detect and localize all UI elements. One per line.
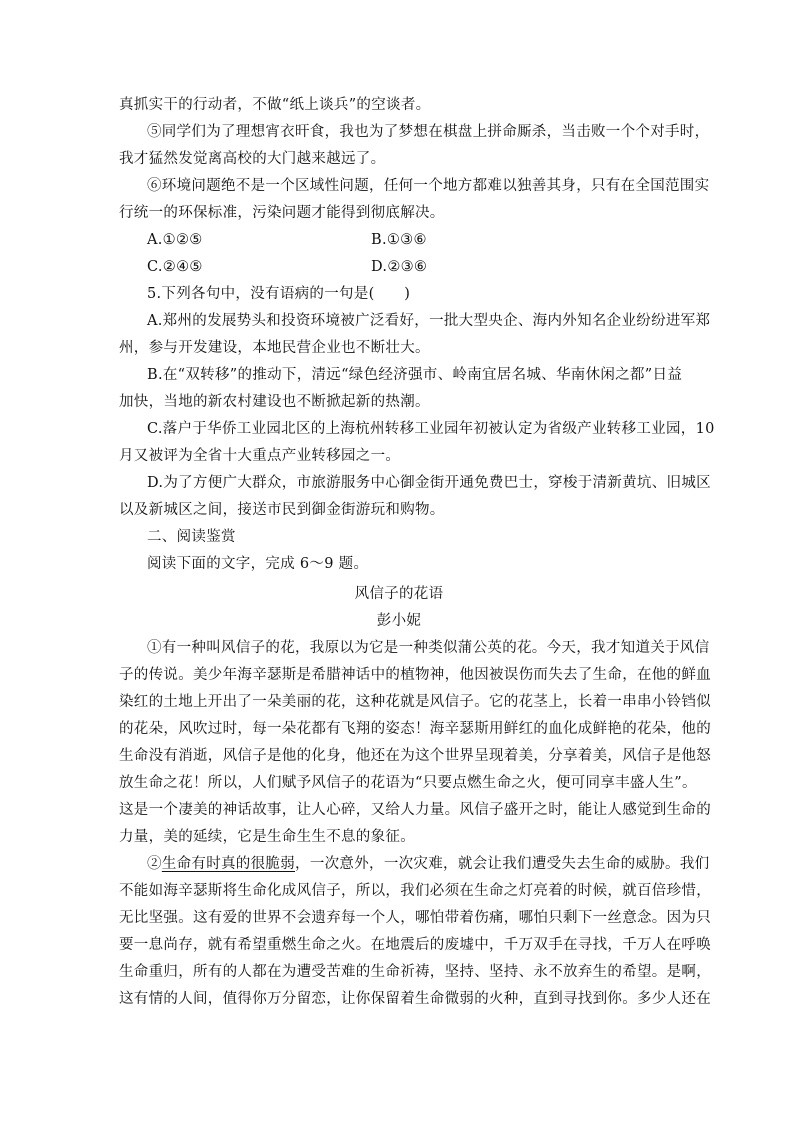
option-b: B.①③⑥ [371, 232, 427, 248]
article-title: 风信子的花语 [354, 586, 444, 602]
text-line: 我才猛然发觉离高校的大门越来越远了。 [119, 151, 386, 167]
option-d: D.②③⑥ [371, 259, 428, 275]
text-line: 州，参与开发建设，本地民营企业也不断壮大。 [119, 340, 430, 356]
text-line: 月又被评为全省十大重点产业转移园之一。 [119, 448, 401, 464]
paragraph-1-line: 放生命之花！所以，人们赋予风信子的花语为“只要点燃生命之火，便可同享丰盛人生”。 [119, 775, 697, 791]
paragraph-1-line: ①有一种叫风信子的花，我原以为它是一种类似蒲公英的花。今天，我才知道关于风信 [147, 640, 710, 656]
paragraph-number: ② [147, 856, 162, 872]
paragraph-1-line: 这是一个凄美的神话故事，让人心碎，又给人力量。风信子盛开之时，能让人感觉到生命的 [119, 802, 711, 818]
section-instruction: 阅读下面的文字，完成 6～9 题。 [147, 556, 369, 572]
option-c: C.②④⑤ [147, 259, 203, 275]
text-line: 行统一的环保标准，污染问题才能得到彻底解决。 [119, 205, 445, 221]
underlined-phrase: 生命有时真的很脆弱 [161, 856, 296, 872]
paragraph-1-line: 子的传说。美少年海辛瑟斯是希腊神话中的植物神，他因被误伤而失去了生命，在他的鲜血 [119, 667, 711, 683]
text-line: 以及新城区之间，接送市民到御金街游玩和购物。 [119, 502, 445, 518]
q5-option-d: D.为了方便广大群众，市旅游服务中心御金街开通免费巴士，穿梭于清新黄坑、旧城区 [147, 475, 711, 491]
article-author: 彭小妮 [376, 613, 422, 629]
section-heading: 二、阅读鉴赏 [147, 529, 236, 545]
paragraph-2-line: 不能如海辛瑟斯将生命化成风信子，所以，我们必须在生命之灯亮着的时候，就百倍珍惜， [119, 883, 711, 899]
sentence-5: ⑤同学们为了理想宵衣旰食，我也为了梦想在棋盘上拼命厮杀，当击败一个个对手时， [147, 124, 710, 140]
paragraph-1-line: 力量，美的延续，它是生命生生不息的象征。 [119, 829, 415, 845]
paragraph-2-line: 这有情的人间，值得你万分留恋，让你保留着生命微弱的火种，直到寻找到你。多少人还在 [119, 991, 711, 1007]
option-a: A.①②⑤ [147, 232, 203, 248]
text-line: 真抓实干的行动者，不做“纸上谈兵”的空谈者。 [119, 97, 431, 113]
q5-option-b: B.在“双转移”的推动下，清远“绿色经济强市、岭南宜居名城、华南休闲之都”日益 [147, 367, 683, 383]
paragraph-2-line [147, 854, 710, 874]
paragraph-1-line: 染红的土地上开出了一朵美丽的花，这种花就是风信子。它的花茎上，长着一串串小铃铛似 [119, 694, 711, 710]
paragraph-2-line: 生命重归，所有的人都在为遭受苦难的生命祈祷，坚持、坚持、永不放弃生的希望。是啊， [119, 964, 711, 980]
q5-option-c: C.落户于华侨工业园北区的上海杭州转移工业园年初被认定为省级产业转移工业园，10 [147, 421, 715, 437]
q5-option-a: A.郑州的发展势头和投资环境被广泛看好，一批大型央企、海内外知名企业纷纷进军郑 [147, 313, 711, 329]
text-line: 加快，当地的新农村建设也不断掀起新的热潮。 [119, 394, 430, 410]
question-5: 5.下列各句中，没有语病的一句是( ) [147, 286, 411, 302]
paragraph-1-line: 的花朵，风吹过时，每一朵花都有飞翔的姿态！海辛瑟斯用鲜红的血化成鲜艳的花朵，他的 [119, 721, 711, 737]
sentence-6: ⑥环境问题绝不是一个区域性问题，任何一个地方都难以独善其身，只有在全国范围实 [147, 178, 710, 194]
text-span: ，一次意外，一次灾难，就会让我们遭受失去生命的威胁。我们 [295, 856, 710, 872]
paragraph-2-line: 要一息尚存，就有希望重燃生命之火。在地震后的废墟中，千万双手在寻找，千万人在呼唤 [119, 937, 711, 953]
paragraph-2-line: 无比坚强。这有爱的世界不会遗弃每一个人，哪怕带着伤痛，哪怕只剩下一丝意念。因为只 [119, 910, 711, 926]
paragraph-1-line: 生命没有消逝，风信子是他的化身，他还在为这个世界呈现着美，分享着美，风信子是他怒 [119, 748, 711, 764]
